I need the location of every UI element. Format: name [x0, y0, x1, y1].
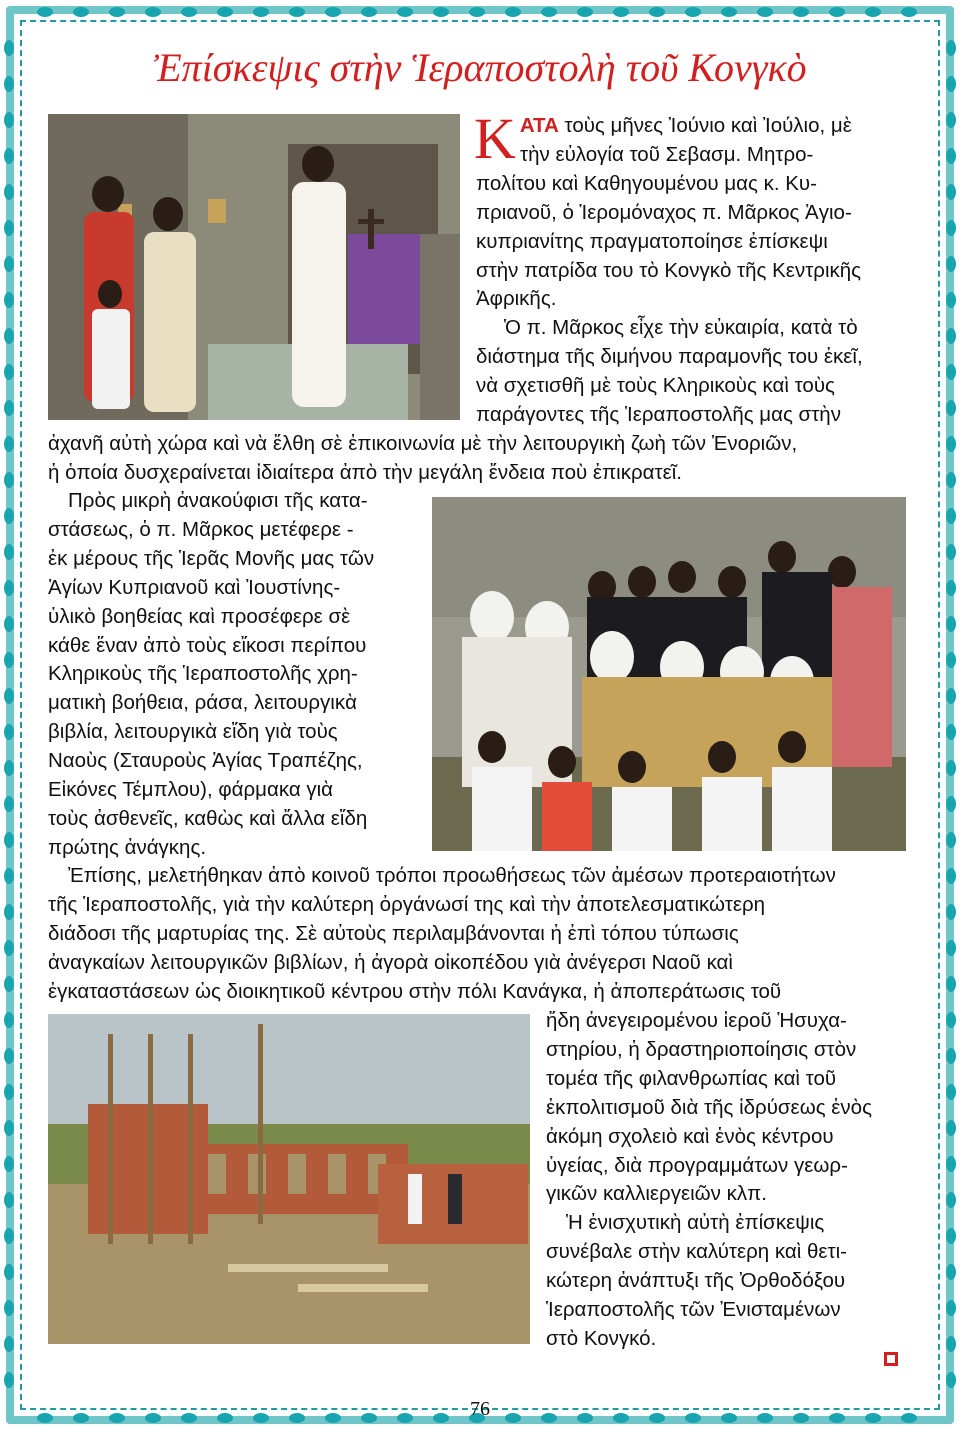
text-line: στηρίου, ἡ δραστηριοποίησις στὸν — [546, 1037, 857, 1061]
text-line: τοὺς ἀσθενεῖς, καθὼς καὶ ἄλλα εἴδη — [48, 806, 368, 830]
border-ornament — [4, 724, 14, 740]
border-ornament — [361, 7, 377, 17]
border-ornament — [4, 184, 14, 200]
text-line: ἤδη ἀνεγειρομένου ἱεροῦ Ἡσυχα- — [546, 1009, 847, 1032]
border-ornament — [946, 1228, 956, 1244]
border-ornament — [4, 1264, 14, 1280]
border-ornament — [4, 508, 14, 524]
text-line: διάδοσι τῆς μαρτυρίας της. Σὲ αὐτοὺς περιλαμβάνονται ἡ ἐπὶ τόπου τύπωσις — [48, 921, 739, 945]
border-ornament — [4, 1336, 14, 1352]
border-ornament — [37, 7, 53, 17]
text-line: κάθε ἕναν ἀπὸ τοὺς εἴκοσι περίπου — [48, 633, 367, 657]
border-ornament — [4, 1192, 14, 1208]
text-line: ἐκπολιτισμοῦ διὰ τῆς ἱδρύσεως ἑνὸς — [546, 1095, 872, 1119]
border-ornament — [865, 7, 881, 17]
text-line: ἀκόμη σχολειὸ καὶ ἑνὸς κέντρου — [546, 1124, 834, 1148]
border-ornament — [946, 400, 956, 416]
border-ornament — [4, 148, 14, 164]
border-ornament — [469, 7, 485, 17]
text-line: Ναοὺς (Σταυροὺς Ἁγίας Τραπέζης, — [48, 749, 363, 773]
border-ornament — [946, 868, 956, 884]
end-of-article-icon — [884, 1352, 898, 1366]
border-ornament — [4, 832, 14, 848]
border-ornament — [4, 796, 14, 812]
text-line: τῆς Ἱεραποστολῆς, γιὰ τὴν καλύτερη ὀργάνωσί της καὶ τὴν ἀποτελεσματικώτερη — [48, 892, 766, 916]
text-block-full-1 — [48, 430, 797, 488]
border-ornament — [946, 1192, 956, 1208]
border-ornament — [145, 7, 161, 17]
border-ornament — [4, 292, 14, 308]
photo-construction-site — [48, 1014, 530, 1344]
border-ornament — [946, 1336, 956, 1352]
border-ornament — [946, 1012, 956, 1028]
border-ornament — [4, 616, 14, 632]
border-ornament — [946, 832, 956, 848]
text-block-right — [546, 1007, 872, 1354]
border-ornament — [946, 904, 956, 920]
photo-group-faithful — [432, 497, 906, 851]
text-line: ὑγείας, διὰ προγραμμάτων γεωρ- — [546, 1153, 848, 1177]
border-ornament — [946, 616, 956, 632]
border-ornament — [946, 940, 956, 956]
border-ornament — [4, 328, 14, 344]
border-ornament — [4, 256, 14, 272]
border-ornament — [901, 7, 917, 17]
border-ornament — [946, 1120, 956, 1136]
border-ornament — [946, 148, 956, 164]
border-ornament — [4, 1372, 14, 1388]
text-line: Ἐπίσης, μελετήθηκαν ἀπὸ κοινοῦ τρόποι προωθήσεως τῶν ἀμέσων προτεραιοτήτων — [68, 864, 836, 887]
border-ornament — [946, 364, 956, 380]
border-ornament — [946, 256, 956, 272]
border-ornament — [253, 7, 269, 17]
intro-first-line: ΚΑΤΑ τοὺς μῆνες Ἰούνιο καὶ Ἰούλιο, μὲ — [474, 106, 852, 171]
border-ornament — [181, 7, 197, 17]
text-line: Πρὸς μικρὴ ἀνακούφισι τῆς κατα- — [68, 489, 368, 512]
text-line: βιβλία, λειτουργικὰ εἴδη γιὰ τοὺς — [48, 720, 338, 744]
border-ornament — [946, 1048, 956, 1064]
border-ornament — [4, 436, 14, 452]
text-line: ἀχανῆ αὐτὴ χώρα καὶ νὰ ἔλθη σὲ ἐπικοινωνία μὲ τὴν λειτουργικὴ ζωὴ τῶν Ἐνοριῶν, — [48, 432, 798, 455]
border-ornament — [325, 7, 341, 17]
text-line: πρώτης ἀνάγκης. — [48, 835, 207, 859]
text-line: συνέβαλε στὴν καλύτερη καὶ θετι- — [546, 1240, 848, 1264]
border-ornament — [289, 7, 305, 17]
border-ornament — [946, 184, 956, 200]
text-line: ἀναγκαίων λειτουργικῶν βιβλίων, ἡ ἀγορὰ οἰκοπέδου γιὰ ἀνέγερσι Ναοῦ καὶ — [48, 950, 733, 974]
border-ornament — [946, 1084, 956, 1100]
border-ornament — [829, 7, 845, 17]
text-line: Ἡ ἐνισχυτικὴ αὐτὴ ἐπίσκεψις — [566, 1211, 825, 1235]
border-ornament — [4, 580, 14, 596]
text-line: διάστημα τῆς διμήνου παραμονῆς του ἐκεῖ, — [476, 345, 863, 369]
border-ornament — [577, 7, 593, 17]
border-ornament — [946, 220, 956, 236]
border-ornament — [397, 7, 413, 17]
border-ornament — [4, 688, 14, 704]
border-ornament — [217, 7, 233, 17]
border-ornament — [73, 7, 89, 17]
text-line: Εἰκόνες Τέμπλου), φάρμακα γιὰ — [48, 778, 334, 802]
border-ornament — [946, 436, 956, 452]
border-ornament — [4, 940, 14, 956]
border-ornament — [4, 1120, 14, 1136]
border-ornament — [4, 364, 14, 380]
text-line: γικῶν καλλιεργειῶν κλπ. — [546, 1182, 767, 1206]
border-ornament — [4, 1156, 14, 1172]
border-ornament — [4, 652, 14, 668]
border-ornament — [946, 292, 956, 308]
text-line: Κληρικοὺς τῆς Ἱεραποστολῆς χρη- — [48, 662, 358, 686]
text-line: τὴν εὐλογία τοῦ Σεβασμ. Μητρο- — [520, 142, 814, 166]
border-ornament — [109, 7, 125, 17]
border-ornament — [505, 7, 521, 17]
text-line: κυπριανίτης πραγματοποίησε ἐπίσκεψι — [476, 229, 828, 253]
border-ornament — [793, 7, 809, 17]
text-line: νὰ σχετισθῆ μὲ τοὺς Κληρικοὺς καὶ τοὺς — [476, 374, 835, 398]
page-number: 76 — [470, 1398, 490, 1420]
text-line: ἐκ μέρους τῆς Ἱερᾶς Μονῆς μας τῶν — [48, 546, 375, 570]
border-ornament — [946, 796, 956, 812]
border-ornament — [946, 544, 956, 560]
border-ornament — [4, 544, 14, 560]
border-ornament — [4, 400, 14, 416]
text-line: στὴν πατρίδα του τὸ Κονγκὸ τῆς Κεντρικῆς — [476, 258, 862, 282]
border-ornament — [4, 760, 14, 776]
border-ornament — [4, 868, 14, 884]
article-title: Ἐπίσκεψις στὴν Ἱεραποστολὴ τοῦ Κονγκὸ — [153, 45, 807, 90]
border-ornament — [4, 1084, 14, 1100]
text-line: παράγοντες τῆς Ἱεραποστολῆς μας στὴν — [476, 403, 841, 427]
drop-cap: Κ — [474, 106, 516, 171]
border-ornament — [757, 7, 773, 17]
text-line: Ὁ π. Μᾶρκος εἶχε τὴν εὐκαιρία, κατὰ τὸ — [504, 316, 858, 340]
text-line: τομέα τῆς φιλανθρωπίας καὶ τοῦ — [546, 1066, 837, 1090]
text-line: ματικὴ βοήθεια, ράσα, λειτουργικὰ — [48, 691, 357, 715]
border-ornament — [649, 7, 665, 17]
border-ornament — [4, 904, 14, 920]
text-line: ἡ ὁποία δυσχεραίνεται ἰδιαίτερα ἀπὸ τὴν μεγάλη ἔνδεια ποὺ ἐπικρατεῖ. — [48, 460, 682, 484]
border-ornament — [721, 7, 737, 17]
border-ornament — [946, 724, 956, 740]
border-ornament — [946, 760, 956, 776]
text-line: πολίτου καὶ Καθηγουμένου μας κ. Κυ- — [476, 171, 817, 195]
border-ornament — [946, 1156, 956, 1172]
border-ornament — [4, 112, 14, 128]
border-ornament — [946, 112, 956, 128]
border-ornament — [946, 1372, 956, 1388]
border-ornament — [946, 580, 956, 596]
text-line: ὑλικὸ βοηθείας καὶ προσέφερε σὲ — [48, 604, 351, 628]
text-block-left — [48, 487, 374, 863]
border-ornament — [4, 1048, 14, 1064]
text-block-full-2 — [48, 862, 836, 1007]
text-block-intro — [474, 106, 908, 430]
text-line: Ἁγίων Κυπριανοῦ καὶ Ἰουστίνης- — [48, 575, 341, 599]
border-ornament — [946, 652, 956, 668]
border-ornament — [541, 7, 557, 17]
border-ornament — [4, 220, 14, 236]
border-ornament — [4, 1228, 14, 1244]
text-line: πριανοῦ, ὁ Ἱερομόναχος π. Μᾶρκος Ἁγιο- — [476, 200, 852, 224]
border-ornament — [946, 1264, 956, 1280]
border-ornament — [4, 1012, 14, 1028]
text-line: ἐγκαταστάσεων ὡς διοικητικοῦ κέντρου στὴν πόλι Κανάγκα, ἡ ἀποπεράτωσις τοῦ — [48, 979, 782, 1003]
text-line: στάσεως, ὁ π. Μᾶρκος μετέφερε - — [48, 517, 354, 541]
border-ornament — [4, 1300, 14, 1316]
caps-word: ΑΤΑ — [519, 114, 559, 137]
text-line: στὸ Κονγκό. — [546, 1326, 657, 1350]
border-ornament — [946, 508, 956, 524]
border-ornament — [4, 976, 14, 992]
photo-church-interior — [48, 114, 460, 420]
border-ornament — [433, 7, 449, 17]
text-line: Ἀφρικῆς. — [476, 287, 557, 311]
border-ornament — [946, 1300, 956, 1316]
text-line: κώτερη ἀνάπτυξι τῆς Ὀρθοδόξου — [546, 1269, 846, 1293]
border-ornament — [4, 472, 14, 488]
text-line: Ἱεραποστολῆς τῶν Ἐνισταμένων — [546, 1298, 841, 1322]
border-ornament — [946, 472, 956, 488]
border-ornament — [613, 7, 629, 17]
border-ornament — [946, 688, 956, 704]
border-ornament — [946, 976, 956, 992]
border-ornament — [946, 328, 956, 344]
border-ornament — [685, 7, 701, 17]
